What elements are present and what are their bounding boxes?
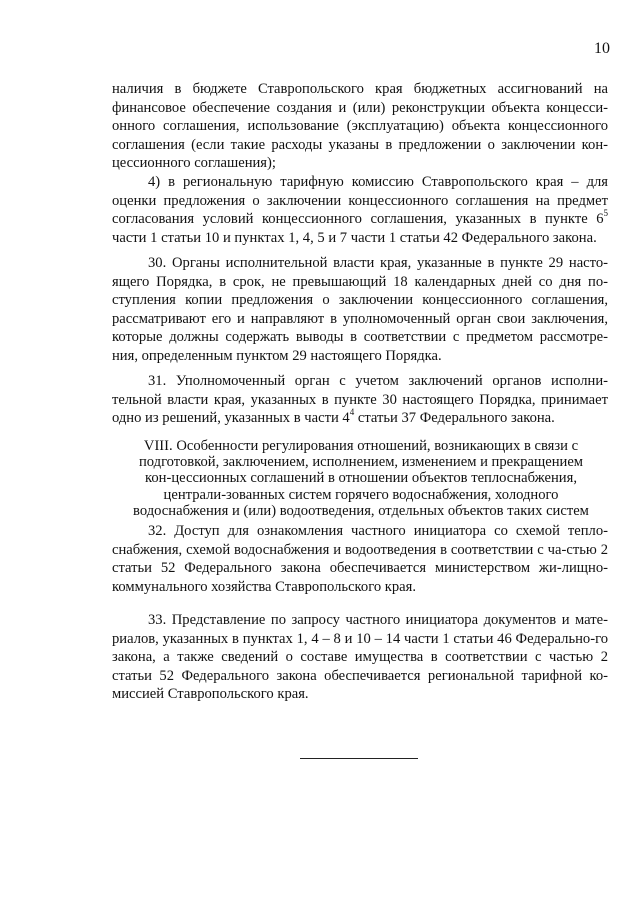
superscript: 5 [603, 208, 608, 219]
paragraph-31-text: 31. Уполномоченный орган с учетом заключений органов исполни-тельной власти края, указанных в пункте 30 настоящего Порядка, принимает одно из решений, указанных в части 4 [112, 373, 608, 427]
paragraph-32: 32. Доступ для ознакомления частного инициатора со схемой тепло-снабжения, схемой водоснабжения и водоотведения в соответствии с ча-стью 2 статьи 52 Федерального закона обеспечивается министерством жи-лищно-коммунального хозяйства Ставропольского края. [112, 523, 608, 595]
list-item-4-text-end: части 1 статьи 10 и пунктах 1, 4, 5 и 7 части 1 статьи 42 Федерального закона. [112, 229, 597, 246]
section-heading: VIII. Особенности регулирования отношений, возникающих в связи с подготовкой, заключением, исполнением, изменением и прекращением кон-цессионных соглашений в отношении объектов теплоснабжения, централи-зованных систем горячего водоснабжения, холодного водоснабжения и (или) водоотведения, отдельных объектов таких систем [133, 438, 589, 519]
paragraph-33: 33. Представление по запросу частного инициатора документов и мате-риалов, указанных в пунктах 1, 4 – 8 и 10 – 14 части 1 статьи 46 Федерально-го закона, а также сведений о составе имущества в соответствии с частью 2 статьи 52 Федерального закона обеспечивается региональной тарифной ко-миссией Ставропольского края. [112, 612, 608, 703]
page-number: 10 [594, 40, 610, 57]
superscript: 4 [349, 407, 355, 418]
paragraph-continuation [112, 80, 608, 247]
paragraph-31-text-end: статьи 37 Федерального закона. [357, 410, 555, 427]
paragraph-31 [112, 372, 608, 428]
end-divider [300, 758, 418, 759]
list-item-4 [112, 173, 608, 247]
paragraph-30: 30. Органы исполнительной власти края, указанные в пункте 29 насто-ящего Порядка, в срок, не превышающий 18 календарных дней со дня по-ступления копии предложения о заключении концессионного соглашения, рассматривают его и направляют в уполномоченный орган свои заключения, которые должны содержать выводы в соответствии с предметом рассмотре-ния, определенным пунктом 29 настоящего Порядка. [112, 255, 608, 364]
paragraph-text: наличия в бюджете Ставропольского края бюджетных ассигнований на финансовое обеспечение создания и (или) реконструкции объекта концесси-онного соглашения, использование (эксплуатацию) объекта концессионного соглашения (если такие расходы указаны в предложении о заключении кон-цессионного соглашения); [112, 81, 608, 172]
list-item-4-text: 4) в региональную тарифную комиссию Ставропольского края – для оценки предложения о заключении концессионного соглашения на предмет согласования условий концессионного соглашения, указанных в пункте 6 [112, 173, 608, 228]
